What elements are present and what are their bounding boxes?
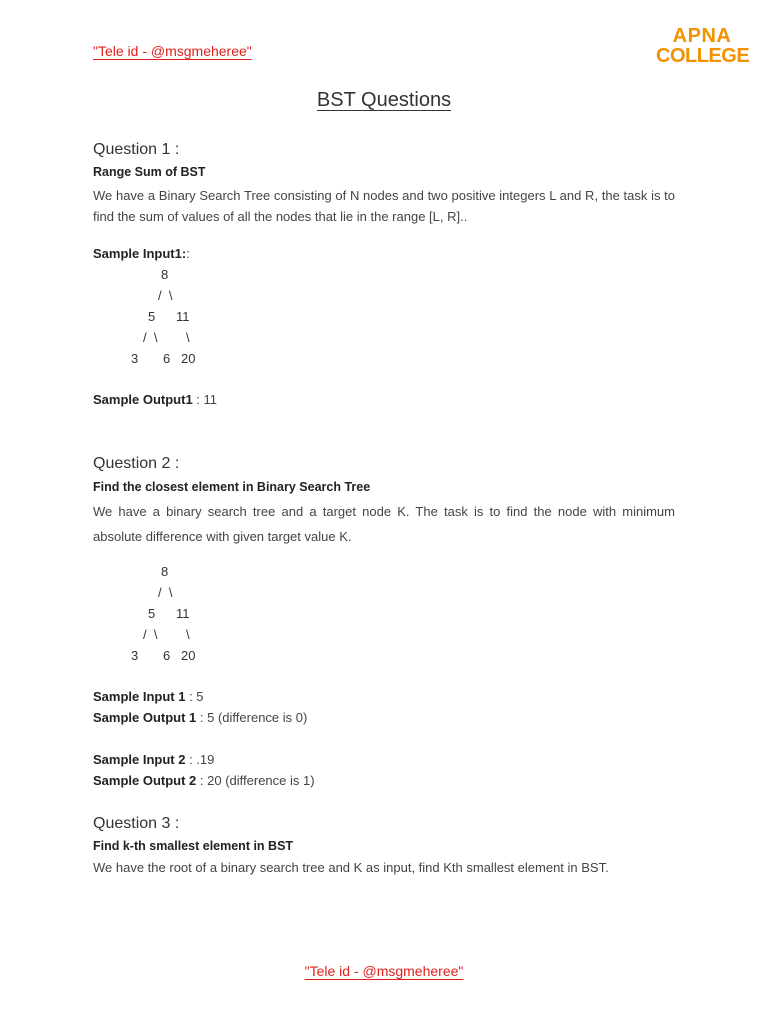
tree-node-6: 6 [163,648,171,663]
question-2-sample-input-1 [93,689,204,704]
question-3-subtitle: Find k-th smallest element in BST [93,839,294,853]
tree-node-3: 3 [131,648,139,663]
sample-input-2-value: : .19 [185,752,215,767]
question-3-heading: Question 3 : [93,815,180,832]
sample-output-2-label: Sample Output 2 [93,773,197,788]
tree-node-8: 8 [161,564,169,579]
apna-college-logo [656,26,748,66]
question-2-sample-output-2 [93,773,315,788]
logo-line-1: APNA [672,25,732,47]
tree-node-20: 20 [181,351,196,366]
tree-edge-root: / \ [158,288,173,303]
sample-input-1-label: Sample Input 1 [93,689,186,704]
sample-output-label: Sample Output1 [93,392,193,407]
tree-edge-right: \ [186,330,190,345]
question-2-sample-input-2 [93,752,214,767]
tree-node-5: 5 [148,309,156,324]
tree-node-11: 11 [176,309,190,324]
question-1-heading: Question 1 : [93,141,180,158]
question-2-description-line-1: We have a binary search tree and a target node K. The task is to find the node with minimum [93,504,675,519]
tree-node-20: 20 [181,648,196,663]
tree-node-11: 11 [176,606,190,621]
tree-edge-root: / \ [158,585,173,600]
question-1-description: We have a Binary Search Tree consisting of N nodes and two positive integers L and R, the task is to find the sum of values of all the nodes that lie in the range [L, R].. [93,188,675,224]
sample-output-value: : 11 [192,392,218,407]
question-2-heading: Question 2 : [93,455,180,472]
question-1-sample-output [93,392,217,407]
question-1-sample-input [93,246,190,261]
footer-tele-id[interactable]: "Tele id - @msgmeheree" [304,963,464,979]
question-2-subtitle: Find the closest element in Binary Search Tree [93,480,371,494]
question-2-description-line-2: absolute difference with given target value K. [93,529,352,544]
sample-input-2-label: Sample Input 2 [93,752,186,767]
tree-node-6: 6 [163,351,171,366]
sample-output-1-value: : 5 (difference is 0) [196,710,308,725]
question-1-subtitle: Range Sum of BST [93,165,206,179]
tree-edge-left: / \ [143,330,158,345]
document-title: BST Questions [316,89,452,111]
question-2-sample-output-1 [93,710,307,725]
sample-output-1-label: Sample Output 1 [93,710,197,725]
sample-input-value: : [186,246,190,261]
sample-input-label: Sample Input1: [93,246,187,261]
tree-node-3: 3 [131,351,139,366]
tree-node-8: 8 [161,267,169,282]
tree-edge-left: / \ [143,627,158,642]
sample-input-1-value: : 5 [185,689,204,704]
tree-node-5: 5 [148,606,156,621]
header-tele-id[interactable]: "Tele id - @msgmeheree" [93,43,252,59]
tree-edge-right: \ [186,627,190,642]
sample-output-2-value: : 20 (difference is 1) [196,773,315,788]
logo-line-2: COLLEGE [656,45,750,67]
question-3-description: We have the root of a binary search tree and K as input, find Kth smallest element in BST. [93,860,609,875]
